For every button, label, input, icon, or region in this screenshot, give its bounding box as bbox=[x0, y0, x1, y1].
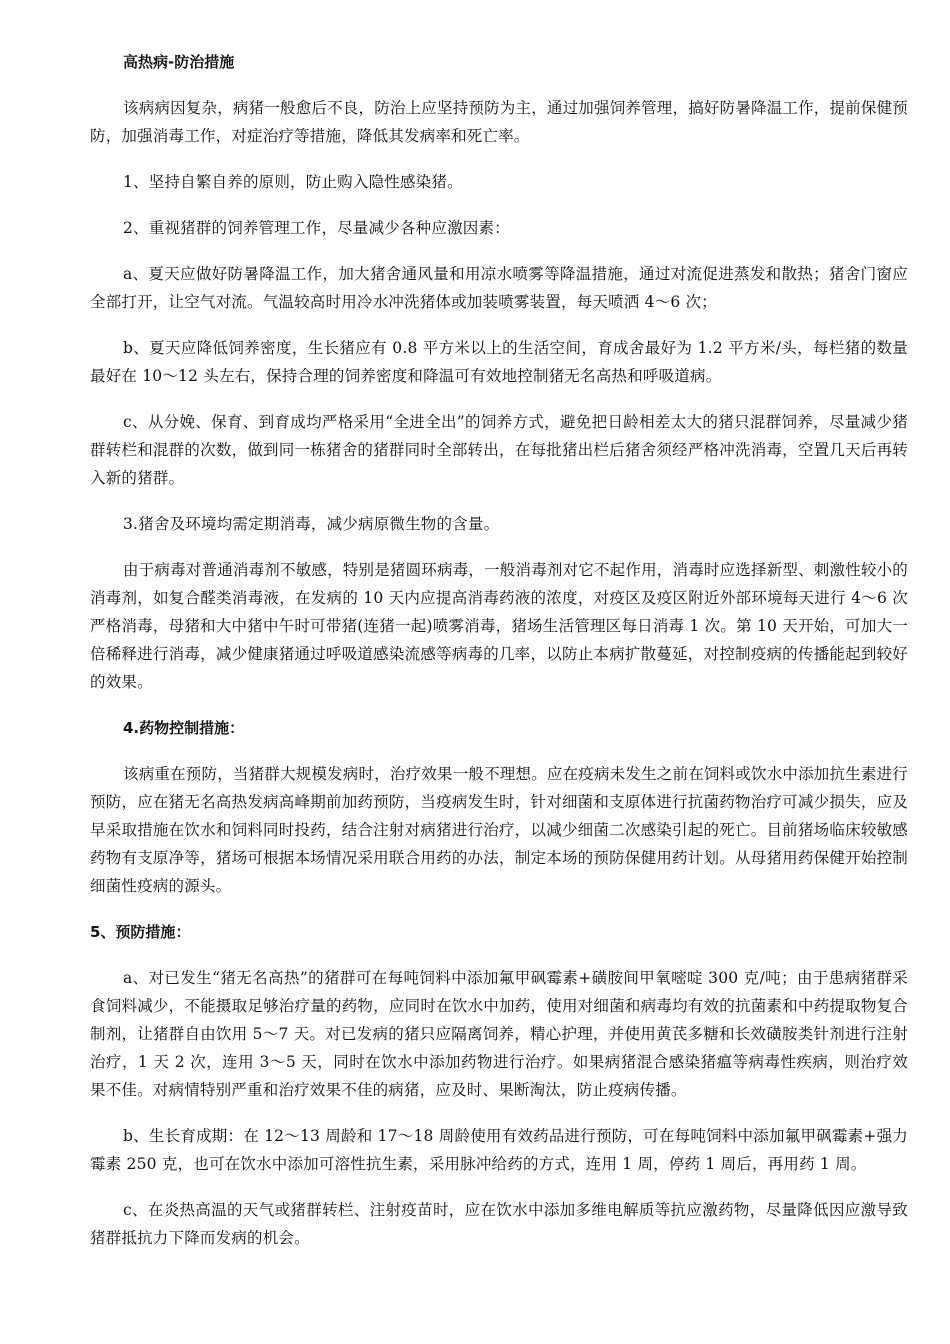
item-4-detail-paragraph: 该病重在预防，当猪群大规模发病时，治疗效果一般不理想。应在疫病未发生之前在饲料或饮水中添加抗生素进行预防，应在猪无名高热发病高峰期前加药预防，当疫病发生时，针对细菌和支原体进行抗菌药物治疗可减少损失，应及早采取措施在饮水和饲料同时投药，结合注射对病猪进行治疗，以减少细菌二次感染引起的死亡。目前猪场临床较敏感药物有支原净等，猪场可根据本场情况采用联合用药的办法，制定本场的预防保健用药计划。从母猪用药保健开始控制细菌性疫病的源头。 bbox=[90, 765, 909, 895]
item-2b-paragraph: b、夏天应降低饲养密度，生长猪应有 0.8 平方米以上的生活空间，育成舍最好为 1.2 平方米/头，每栏猪的数量最好在 10～12 头左右，保持合理的饲养密度和降温可有效地控制猪无名高热和呼吸道病。 bbox=[90, 339, 908, 385]
item-5c-paragraph: c、在炎热高温的天气或猪群转栏、注射疫苗时，应在饮水中添加多维电解质等抗应激药物，尽量降低因应激导致猪群抵抗力下降而发病的机会。 bbox=[90, 1201, 908, 1247]
item-5a-paragraph: a、对已发生“猪无名高热”的猪群可在每吨饲料中添加氟甲砜霉素+磺胺间甲氧嘧啶 300 克/吨；由于患病猪群采食饲料减少，不能摄取足够治疗量的药物，应同时在饮水中加药，使用对细菌和病毒均有效的抗菌素和中药提取物复合制剂，让猪群自由饮用 5～7 天。对已发病的猪只应隔离饲养，精心护理，并使用黄芪多糖和长效磺胺类针剂进行注射治疗，1 天 2 次，连用 3～5 天，同时在饮水中添加药物进行治疗。如果病猪混合感染猪瘟等病毒性疾病，则治疗效果不佳。对病情特别严重和治疗效果不佳的病猪，应及时、果断淘汰，防止疫病传播。 bbox=[90, 969, 908, 1099]
item-2-paragraph: 2、重视猪群的饲养管理工作，尽量减少各种应激因素： bbox=[123, 219, 510, 237]
item-1-paragraph: 1、坚持自繁自养的原则，防止购入隐性感染猪。 bbox=[123, 173, 463, 191]
item-2c-paragraph: c、从分娩、保育、到育成均严格采用“全进全出”的饲养方式，避免把日龄相差太大的猪只混群饲养，尽量减少猪群转栏和混群的次数，做到同一栋猪舍的猪群同时全部转出，在每批猪出栏后猪舍须经严格冲洗消毒，空置几天后再转入新的猪群。 bbox=[90, 413, 908, 487]
item-5b-paragraph: b、生长育成期：在 12～13 周龄和 17～18 周龄使用有效药品进行预防，可在每吨饲料中添加氟甲砜霉素+强力霉素 250 克，也可在饮水中添加可溶性抗生素，采用脉冲给药的方式，连用 1 周，停药 1 周后，再用药 1 周。 bbox=[90, 1127, 908, 1173]
intro-paragraph: 该病病因复杂，病猪一般愈后不良，防治上应坚持预防为主，通过加强饲养管理，搞好防暑降温工作，提前保健预防，加强消毒工作，对症治疗等措施，降低其发病率和死亡率。 bbox=[90, 99, 909, 145]
item-3-detail-paragraph: 由于病毒对普通消毒剂不敏感，特别是猪圆环病毒，一般消毒剂对它不起作用，消毒时应选择新型、刺激性较小的消毒剂，如复合醛类消毒液，在发病的 10 天内应提高消毒药液的浓度，对疫区及疫区附近外部环境每天进行 4～6 次严格消毒，母猪和大中猪中午时可带猪(连猪一起)喷雾消毒，猪场生活管理区每日消毒 1 次。第 10 天开始，可加大一倍稀释进行消毒，减少健康猪通过呼吸道感染流感等病毒的几率，以防止本病扩散蔓延，对控制疫病的传播能起到较好的效果。 bbox=[90, 561, 909, 691]
section-5-heading: 5、预防措施： bbox=[90, 923, 191, 941]
section-4-heading: 4.药物控制措施： bbox=[123, 719, 245, 737]
document-title: 高热病-防治措施 bbox=[123, 53, 235, 71]
document-page bbox=[90, 48, 908, 1270]
item-2a-paragraph: a、夏天应做好防暑降温工作，加大猪舍通风量和用凉水喷雾等降温措施，通过对流促进蒸发和散热；猪舍门窗应全部打开，让空气对流。气温较高时用冷水冲洗猪体或加装喷雾装置，每天喷洒 4～6 次； bbox=[90, 265, 908, 311]
item-3-paragraph: 3.猪舍及环境均需定期消毒，减少病原微生物的含量。 bbox=[123, 515, 500, 533]
